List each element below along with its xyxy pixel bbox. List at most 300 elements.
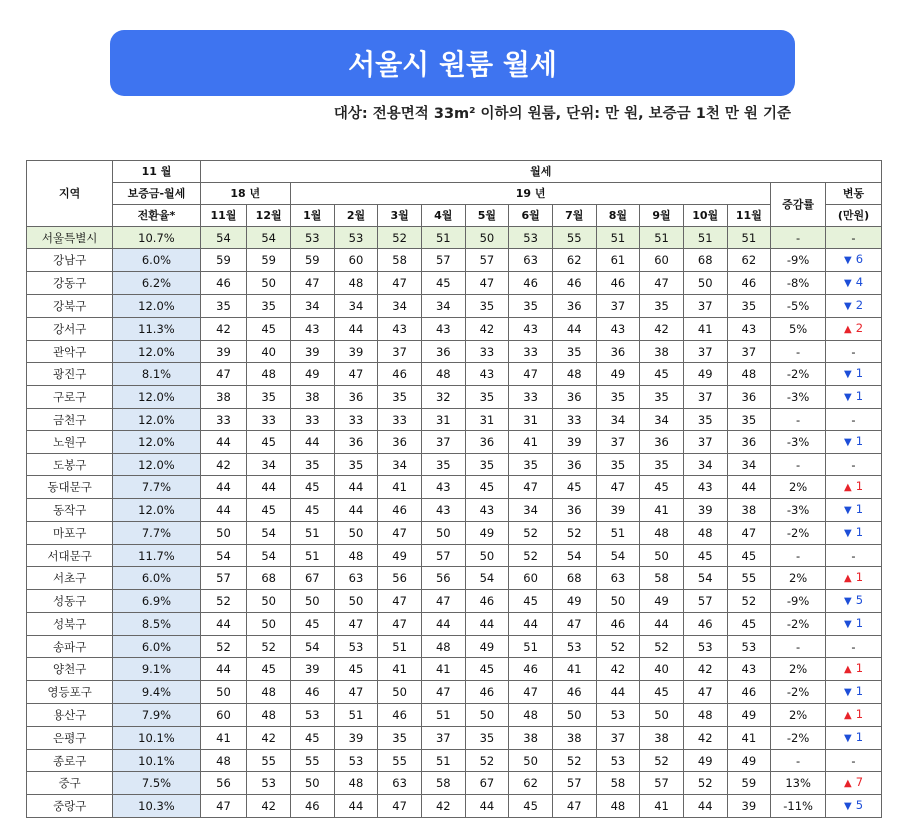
rent-value: 57: [421, 545, 465, 567]
rent-value: 38: [200, 386, 247, 409]
conversion-rate: 9.4%: [113, 681, 200, 704]
table-row: [27, 772, 882, 795]
rent-value: 36: [640, 431, 684, 454]
table-row: [27, 499, 882, 522]
triangle-down-icon: ▼: [843, 528, 852, 539]
rent-value: 56: [421, 567, 465, 590]
rent-value: 35: [465, 454, 509, 476]
district-name: 강북구: [27, 295, 113, 318]
change-amount: -: [826, 227, 882, 249]
rent-value: 47: [640, 272, 684, 295]
change-amount: [826, 431, 882, 454]
change-amount: -: [826, 341, 882, 363]
change-amount: [826, 272, 882, 295]
rent-value: 57: [421, 249, 465, 272]
table-row: [27, 431, 882, 454]
rent-value: 42: [247, 795, 291, 818]
rent-value: 45: [290, 613, 334, 636]
table-body: [27, 227, 882, 818]
rent-value: 51: [378, 636, 422, 658]
rent-value: 52: [378, 227, 422, 249]
conversion-rate: 12.0%: [113, 409, 200, 431]
rent-value: 44: [200, 476, 247, 499]
rent-value: 37: [421, 727, 465, 750]
rent-value: 54: [683, 567, 727, 590]
rent-value: 53: [596, 750, 640, 772]
triangle-down-icon: ▼: [843, 301, 852, 312]
rent-value: 46: [465, 681, 509, 704]
rent-value: 52: [640, 750, 684, 772]
rent-value: 44: [465, 613, 509, 636]
rent-value: 44: [334, 318, 378, 341]
rent-value: 51: [509, 636, 553, 658]
change-rate: -: [771, 341, 826, 363]
rent-value: 33: [247, 409, 291, 431]
rent-value: 44: [640, 613, 684, 636]
rent-value: 63: [378, 772, 422, 795]
rent-value: 62: [727, 249, 771, 272]
rent-value: 39: [596, 499, 640, 522]
triangle-up-icon: ▲: [843, 482, 852, 493]
rent-value: 35: [640, 386, 684, 409]
rent-value: 34: [247, 454, 291, 476]
rent-value: 54: [247, 522, 291, 545]
table-row: [27, 295, 882, 318]
rent-value: 34: [727, 454, 771, 476]
change-amount: [826, 363, 882, 386]
table-row: [27, 590, 882, 613]
rent-value: 45: [552, 476, 596, 499]
rent-value: 37: [727, 341, 771, 363]
change-rate: -2%: [771, 522, 826, 545]
rent-value: 44: [334, 476, 378, 499]
table-row: [27, 795, 882, 818]
rent-value: 39: [334, 341, 378, 363]
rent-value: 50: [509, 750, 553, 772]
rent-value: 50: [465, 545, 509, 567]
rent-value: 37: [596, 295, 640, 318]
rent-value: 63: [509, 249, 553, 272]
rent-value: 50: [247, 590, 291, 613]
rent-value: 37: [596, 431, 640, 454]
change-amount-value: 1: [855, 684, 864, 698]
conversion-rate: 12.0%: [113, 431, 200, 454]
rent-value: 43: [421, 476, 465, 499]
rent-value: 55: [378, 750, 422, 772]
rent-value: 58: [640, 567, 684, 590]
table-row: [27, 704, 882, 727]
header-month: 9월: [640, 205, 684, 227]
conversion-rate: 12.0%: [113, 386, 200, 409]
change-amount: [826, 295, 882, 318]
rent-value: 41: [640, 499, 684, 522]
rent-value: 33: [509, 386, 553, 409]
change-amount: -: [826, 636, 882, 658]
rent-value: 57: [640, 772, 684, 795]
header-monthly: 월세: [200, 161, 881, 183]
header-rate-line3: 전환율*: [113, 205, 200, 227]
rent-value: 50: [683, 272, 727, 295]
triangle-down-icon: ▼: [843, 596, 852, 607]
rent-value: 46: [290, 681, 334, 704]
change-amount-value: 5: [855, 798, 864, 812]
rent-value: 46: [683, 613, 727, 636]
rent-value: 51: [421, 750, 465, 772]
rent-value: 54: [552, 545, 596, 567]
district-name: 송파구: [27, 636, 113, 658]
rent-value: 36: [727, 386, 771, 409]
header-month: 4월: [421, 205, 465, 227]
page-title: 서울시 원룸 월세: [110, 30, 795, 96]
rent-value: 45: [683, 545, 727, 567]
rent-value: 48: [683, 704, 727, 727]
table-row: [27, 567, 882, 590]
rent-value: 47: [596, 476, 640, 499]
conversion-rate: 6.9%: [113, 590, 200, 613]
district-name: 노원구: [27, 431, 113, 454]
rent-value: 53: [596, 704, 640, 727]
district-name: 강동구: [27, 272, 113, 295]
rent-value: 51: [421, 227, 465, 249]
rent-value: 34: [640, 409, 684, 431]
change-amount-value: 2: [855, 321, 864, 335]
rent-value: 31: [509, 409, 553, 431]
header-change-line2: (만원): [826, 205, 882, 227]
rent-value: 48: [247, 681, 291, 704]
rent-value: 50: [552, 704, 596, 727]
rent-value: 35: [465, 727, 509, 750]
rent-value: 52: [683, 772, 727, 795]
rent-value: 50: [640, 545, 684, 567]
conversion-rate: 7.7%: [113, 476, 200, 499]
rent-value: 53: [334, 636, 378, 658]
rent-value: 47: [465, 272, 509, 295]
district-name: 금천구: [27, 409, 113, 431]
rent-value: 51: [334, 704, 378, 727]
rent-value: 40: [247, 341, 291, 363]
table-row: [27, 750, 882, 772]
rent-value: 48: [247, 704, 291, 727]
rent-value: 33: [465, 341, 509, 363]
rent-value: 55: [552, 227, 596, 249]
district-name: 광진구: [27, 363, 113, 386]
rent-value: 45: [727, 545, 771, 567]
rent-value: 48: [421, 363, 465, 386]
triangle-down-icon: ▼: [843, 801, 852, 812]
district-name: 종로구: [27, 750, 113, 772]
rent-value: 58: [421, 772, 465, 795]
header-rate-line2: 보증금-월세: [113, 183, 200, 205]
rent-value: 45: [727, 613, 771, 636]
rent-value: 39: [727, 795, 771, 818]
rent-value: 45: [509, 795, 553, 818]
triangle-down-icon: ▼: [843, 369, 852, 380]
rent-value: 53: [247, 772, 291, 795]
rent-value: 35: [378, 727, 422, 750]
rent-value: 35: [509, 454, 553, 476]
rent-value: 38: [727, 499, 771, 522]
rent-value: 45: [290, 727, 334, 750]
rent-value: 47: [552, 613, 596, 636]
header-change-line1: 변동: [826, 183, 882, 205]
rent-value: 31: [421, 409, 465, 431]
rent-value: 41: [378, 476, 422, 499]
rent-value: 41: [200, 727, 247, 750]
rent-value: 47: [290, 272, 334, 295]
district-name: 서대문구: [27, 545, 113, 567]
table-row: [27, 341, 882, 363]
rent-value: 39: [683, 499, 727, 522]
rent-value: 44: [290, 431, 334, 454]
rent-value: 57: [465, 249, 509, 272]
triangle-down-icon: ▼: [843, 392, 852, 403]
conversion-rate: 10.1%: [113, 750, 200, 772]
rent-value: 44: [200, 613, 247, 636]
table-row: [27, 249, 882, 272]
rent-value: 44: [552, 318, 596, 341]
header-year-18: 18 년: [200, 183, 290, 205]
conversion-rate: 9.1%: [113, 658, 200, 681]
change-rate: -: [771, 636, 826, 658]
rent-value: 39: [334, 727, 378, 750]
rent-value: 54: [290, 636, 334, 658]
conversion-rate: 10.1%: [113, 727, 200, 750]
rent-value: 51: [290, 522, 334, 545]
change-amount-value: 4: [855, 275, 864, 289]
rent-value: 37: [683, 295, 727, 318]
rent-value: 55: [727, 567, 771, 590]
rent-value: 47: [334, 363, 378, 386]
rent-value: 49: [465, 636, 509, 658]
rent-value: 53: [683, 636, 727, 658]
rent-value: 43: [465, 499, 509, 522]
rent-value: 35: [247, 386, 291, 409]
rent-value: 51: [596, 522, 640, 545]
rent-value: 59: [247, 249, 291, 272]
conversion-rate: 12.0%: [113, 454, 200, 476]
rent-value: 45: [640, 681, 684, 704]
rent-value: 47: [421, 590, 465, 613]
conversion-rate: 6.0%: [113, 636, 200, 658]
triangle-down-icon: ▼: [843, 437, 852, 448]
rent-value: 33: [378, 409, 422, 431]
rent-value: 42: [683, 727, 727, 750]
change-amount-value: 1: [855, 661, 864, 675]
rent-value: 36: [334, 386, 378, 409]
header-month: 8월: [596, 205, 640, 227]
rent-value: 46: [596, 272, 640, 295]
change-amount-value: 1: [855, 707, 864, 721]
conversion-rate: 10.7%: [113, 227, 200, 249]
district-name: 동대문구: [27, 476, 113, 499]
rent-value: 35: [596, 454, 640, 476]
table-row: [27, 476, 882, 499]
rent-value: 41: [640, 795, 684, 818]
rent-value: 47: [421, 681, 465, 704]
change-rate: 13%: [771, 772, 826, 795]
rent-value: 36: [552, 386, 596, 409]
rent-value: 35: [200, 295, 247, 318]
rent-value: 35: [465, 386, 509, 409]
change-amount: -: [826, 409, 882, 431]
rent-value: 47: [552, 795, 596, 818]
header-month: 3월: [378, 205, 422, 227]
rent-value: 43: [683, 476, 727, 499]
rent-value: 52: [640, 636, 684, 658]
rent-value: 48: [640, 522, 684, 545]
triangle-up-icon: ▲: [843, 778, 852, 789]
change-amount-value: 1: [855, 570, 864, 584]
rent-value: 34: [421, 295, 465, 318]
rent-value: 42: [200, 454, 247, 476]
rent-value: 53: [290, 227, 334, 249]
rent-value: 50: [465, 704, 509, 727]
table-row: [27, 386, 882, 409]
rent-value: 34: [378, 454, 422, 476]
rent-value: 49: [727, 704, 771, 727]
district-name: 성북구: [27, 613, 113, 636]
change-amount: -: [826, 454, 882, 476]
rent-value: 62: [552, 249, 596, 272]
rent-value: 46: [290, 795, 334, 818]
rent-value: 35: [727, 409, 771, 431]
table-row: [27, 658, 882, 681]
rent-value: 54: [596, 545, 640, 567]
conversion-rate: 12.0%: [113, 295, 200, 318]
rent-value: 34: [596, 409, 640, 431]
rent-value: 54: [200, 227, 247, 249]
rent-value: 35: [421, 454, 465, 476]
change-rate: -: [771, 750, 826, 772]
rent-value: 47: [378, 613, 422, 636]
rent-value: 50: [200, 681, 247, 704]
district-name: 구로구: [27, 386, 113, 409]
rent-value: 36: [465, 431, 509, 454]
rent-value: 38: [552, 727, 596, 750]
rent-value: 41: [421, 658, 465, 681]
rent-value: 49: [683, 363, 727, 386]
change-amount-value: 5: [855, 593, 864, 607]
rent-value: 37: [683, 386, 727, 409]
change-rate: 2%: [771, 658, 826, 681]
change-rate: -: [771, 409, 826, 431]
change-amount-value: 7: [855, 775, 864, 789]
rent-value: 57: [200, 567, 247, 590]
conversion-rate: 10.3%: [113, 795, 200, 818]
change-amount-value: 1: [855, 502, 864, 516]
change-amount: -: [826, 545, 882, 567]
rent-value: 44: [334, 795, 378, 818]
change-amount: [826, 795, 882, 818]
rent-value: 46: [378, 499, 422, 522]
rent-value: 48: [421, 636, 465, 658]
rent-value: 36: [421, 341, 465, 363]
rent-value: 53: [509, 227, 553, 249]
rent-value: 48: [247, 363, 291, 386]
triangle-down-icon: ▼: [843, 687, 852, 698]
rent-value: 45: [509, 590, 553, 613]
rent-value: 58: [596, 772, 640, 795]
triangle-down-icon: ▼: [843, 619, 852, 630]
district-name: 강남구: [27, 249, 113, 272]
district-name: 중구: [27, 772, 113, 795]
rent-value: 49: [552, 590, 596, 613]
rent-value: 43: [727, 658, 771, 681]
change-amount-value: 1: [855, 730, 864, 744]
rent-value: 48: [334, 272, 378, 295]
rent-value: 47: [509, 681, 553, 704]
header-change-rate: 증감률: [771, 183, 826, 227]
rent-value: 44: [247, 476, 291, 499]
rent-value: 54: [465, 567, 509, 590]
conversion-rate: 6.2%: [113, 272, 200, 295]
rent-value: 60: [200, 704, 247, 727]
district-name: 양천구: [27, 658, 113, 681]
rent-value: 34: [509, 499, 553, 522]
table-row: [27, 545, 882, 567]
district-name: 영등포구: [27, 681, 113, 704]
rent-table: [26, 160, 882, 818]
rent-value: 35: [727, 295, 771, 318]
triangle-down-icon: ▼: [843, 733, 852, 744]
rent-value: 55: [247, 750, 291, 772]
rent-value: 40: [640, 658, 684, 681]
rent-value: 46: [596, 613, 640, 636]
rent-value: 49: [290, 363, 334, 386]
rent-value: 41: [378, 658, 422, 681]
header-month: 1월: [290, 205, 334, 227]
rent-value: 48: [596, 795, 640, 818]
rent-value: 48: [334, 772, 378, 795]
table-row: [27, 636, 882, 658]
rent-value: 45: [247, 658, 291, 681]
rent-value: 35: [509, 295, 553, 318]
header-rate-line1: 11 월: [113, 161, 200, 183]
rent-value: 39: [200, 341, 247, 363]
rent-value: 42: [421, 795, 465, 818]
district-name: 성동구: [27, 590, 113, 613]
rent-value: 52: [596, 636, 640, 658]
change-amount: [826, 727, 882, 750]
rent-value: 57: [683, 590, 727, 613]
rent-value: 49: [465, 522, 509, 545]
rent-value: 50: [421, 522, 465, 545]
rent-value: 45: [640, 363, 684, 386]
rent-value: 44: [509, 613, 553, 636]
change-amount: [826, 249, 882, 272]
change-rate: -3%: [771, 499, 826, 522]
rent-value: 38: [640, 341, 684, 363]
rent-value: 49: [596, 363, 640, 386]
change-rate: -8%: [771, 272, 826, 295]
rent-value: 35: [334, 454, 378, 476]
rent-value: 38: [290, 386, 334, 409]
rent-value: 35: [683, 409, 727, 431]
rent-value: 68: [683, 249, 727, 272]
rent-value: 39: [290, 658, 334, 681]
rent-value: 50: [640, 704, 684, 727]
rent-value: 43: [596, 318, 640, 341]
change-amount-value: 1: [855, 389, 864, 403]
header-month: 6월: [509, 205, 553, 227]
district-name: 도봉구: [27, 454, 113, 476]
rent-value: 43: [378, 318, 422, 341]
rent-value: 41: [727, 727, 771, 750]
rent-value: 52: [509, 522, 553, 545]
triangle-up-icon: ▲: [843, 573, 852, 584]
rent-value: 51: [640, 227, 684, 249]
rent-value: 51: [727, 227, 771, 249]
